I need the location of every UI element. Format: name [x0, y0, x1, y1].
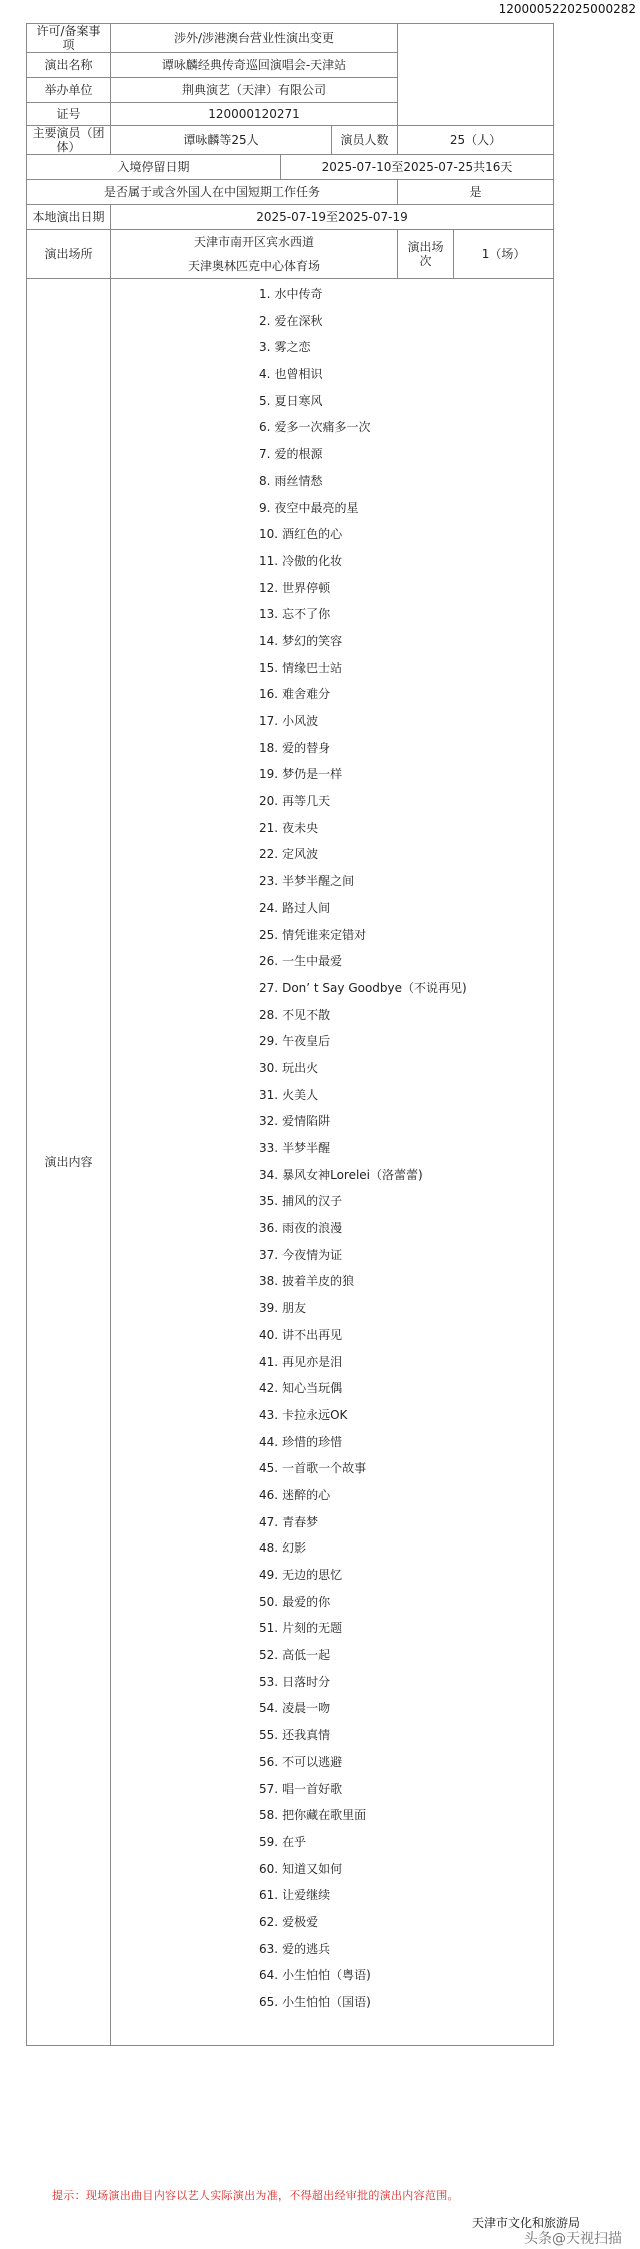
song-item	[259, 1856, 553, 1883]
song-title: 忘不了你	[282, 607, 331, 622]
song-title: 水中传奇	[274, 287, 323, 301]
song-title: 定风波	[282, 847, 319, 862]
song-title: 世界停顿	[282, 580, 331, 595]
song-number: 36.	[259, 1221, 279, 1236]
song-number: 52.	[259, 1648, 279, 1663]
song-title: 冷傲的化妆	[282, 553, 343, 568]
song-number: 12.	[259, 580, 279, 595]
song-number: 56.	[259, 1754, 279, 1769]
song-item	[259, 521, 553, 548]
song-number: 11.	[259, 553, 279, 568]
song-number: 42.	[259, 1381, 279, 1396]
song-item	[259, 281, 553, 308]
song-item	[259, 1108, 553, 1135]
license-value: 涉外/涉港澳台营业性演出变更	[111, 24, 398, 53]
song-item	[259, 1429, 553, 1456]
song-title: 迷醉的心	[282, 1487, 331, 1502]
song-title: 夏日寒风	[274, 393, 323, 408]
song-number: 50.	[259, 1594, 279, 1609]
song-item	[259, 601, 553, 628]
song-number: 20.	[259, 794, 279, 809]
song-title: 小生怕怕（粤语)	[282, 1968, 371, 1983]
song-number: 29.	[259, 1034, 279, 1049]
song-number: 33.	[259, 1141, 279, 1155]
song-title: 午夜皇后	[282, 1034, 331, 1049]
song-number: 10.	[259, 527, 279, 542]
song-number: 59.	[259, 1834, 279, 1849]
song-item	[259, 1349, 553, 1376]
song-title: 捕风的汉子	[282, 1194, 343, 1209]
song-item	[259, 975, 553, 1002]
song-title: 片刻的无题	[282, 1621, 343, 1636]
song-number: 60.	[259, 1861, 279, 1876]
song-title: 梦仍是一样	[282, 767, 343, 782]
watermark: 头条@天视扫描	[524, 2231, 622, 2247]
song-item	[259, 1722, 553, 1749]
song-item	[259, 1215, 553, 1242]
song-number: 55.	[259, 1728, 279, 1743]
song-title: 雨夜的浪漫	[282, 1221, 343, 1236]
song-item	[259, 1962, 553, 1989]
song-number: 21.	[259, 820, 279, 835]
song-title: 让爱继续	[282, 1888, 331, 1903]
song-item	[259, 1402, 553, 1429]
song-item	[259, 575, 553, 602]
approval-table	[26, 23, 554, 2046]
sessions-value: 1（场）	[454, 230, 554, 279]
song-title: 无边的思忆	[282, 1568, 343, 1582]
song-item	[259, 495, 553, 522]
song-item	[259, 948, 553, 975]
song-item	[259, 1615, 553, 1642]
song-number: 35.	[259, 1194, 279, 1209]
song-item	[259, 1989, 553, 2016]
song-title: 爱情陷阱	[282, 1114, 331, 1129]
song-item	[259, 895, 553, 922]
song-title: 爱在深秋	[274, 313, 323, 328]
song-title: 知道又如何	[282, 1861, 343, 1876]
song-number: 39.	[259, 1301, 279, 1316]
song-item	[259, 361, 553, 388]
song-number: 37.	[259, 1247, 279, 1262]
song-item	[259, 1695, 553, 1722]
song-number: 5.	[259, 393, 271, 408]
song-item	[259, 1749, 553, 1776]
song-title: 半梦半醒之间	[282, 874, 355, 889]
song-item	[259, 1322, 553, 1349]
song-number: 38.	[259, 1274, 279, 1289]
song-item	[259, 655, 553, 682]
song-item	[259, 815, 553, 842]
song-item	[259, 1802, 553, 1829]
show-name-label: 演出名称	[27, 53, 111, 78]
song-number: 31.	[259, 1087, 279, 1102]
song-title: 还我真情	[282, 1728, 331, 1743]
song-item	[259, 441, 553, 468]
organizer-label: 举办单位	[27, 78, 111, 103]
song-item	[259, 868, 553, 895]
cert-value: 120000120271	[111, 103, 398, 126]
short-term-label: 是否属于或含外国人在中国短期工作任务	[27, 180, 398, 205]
song-item	[259, 1082, 553, 1109]
song-title: 不可以逃避	[282, 1754, 343, 1769]
song-number: 54.	[259, 1701, 279, 1716]
song-item	[259, 1295, 553, 1322]
song-number: 25.	[259, 927, 279, 942]
song-title: 也曾相识	[274, 367, 323, 382]
song-number: 28.	[259, 1007, 279, 1022]
song-title: 青春梦	[282, 1514, 319, 1529]
song-title: 披着羊皮的狼	[282, 1274, 355, 1289]
song-item	[259, 1162, 553, 1189]
song-item	[259, 1375, 553, 1402]
song-item	[259, 1562, 553, 1589]
song-item	[259, 1242, 553, 1269]
song-number: 43.	[259, 1407, 279, 1422]
blank-cell	[398, 24, 554, 126]
song-item	[259, 1776, 553, 1803]
song-item	[259, 414, 553, 441]
song-number: 44.	[259, 1434, 279, 1449]
sessions-label: 演出场次	[398, 230, 454, 279]
song-item	[259, 1268, 553, 1295]
song-item	[259, 1188, 553, 1215]
song-item	[259, 708, 553, 735]
song-number: 61.	[259, 1888, 279, 1903]
song-number: 65.	[259, 1995, 279, 2009]
song-number: 26.	[259, 954, 279, 969]
song-title: 最爱的你	[282, 1594, 331, 1609]
hint-text: 提示：现场演出曲目内容以艺人实际演出为准，不得超出经审批的演出内容范围。	[52, 2189, 459, 2202]
song-title: 日落时分	[282, 1674, 331, 1689]
song-title: 唱一首好歌	[282, 1781, 343, 1796]
song-title: 今夜情为证	[282, 1247, 343, 1262]
song-number: 46.	[259, 1487, 279, 1502]
song-title: 情缘巴士站	[282, 660, 343, 675]
song-number: 63.	[259, 1941, 279, 1956]
song-number: 45.	[259, 1461, 279, 1476]
stay-label: 入境停留日期	[27, 155, 281, 180]
song-item	[259, 1669, 553, 1696]
date-value: 2025-07-19至2025-07-19	[111, 205, 554, 230]
song-number: 24.	[259, 900, 279, 915]
song-list-cell	[111, 279, 554, 2046]
song-item	[259, 841, 553, 868]
song-item	[259, 1936, 553, 1963]
song-title: Don’ t Say Goodbye（不说再见)	[282, 980, 467, 995]
song-title: 幻影	[282, 1541, 307, 1556]
main-cast-label: 主要演员（团体）	[27, 126, 111, 155]
main-cast-value: 谭咏麟等25人	[111, 126, 332, 155]
cast-count-label: 演员人数	[332, 126, 398, 155]
song-number: 58.	[259, 1808, 279, 1823]
song-item	[259, 1455, 553, 1482]
song-number: 19.	[259, 767, 279, 782]
song-title: 朋友	[282, 1301, 307, 1316]
song-title: 一生中最爱	[282, 954, 343, 969]
song-number: 2.	[259, 313, 271, 328]
song-title: 一首歌一个故事	[282, 1461, 367, 1476]
song-title: 把你藏在歌里面	[282, 1808, 367, 1823]
song-number: 49.	[259, 1568, 279, 1582]
venue-label: 演出场所	[27, 230, 111, 279]
song-item	[259, 1882, 553, 1909]
short-term-value: 是	[398, 180, 554, 205]
song-title: 珍惜的珍惜	[282, 1434, 343, 1449]
song-title: 爱的逃兵	[282, 1941, 331, 1956]
song-number: 23.	[259, 874, 279, 889]
song-number: 8.	[259, 473, 271, 488]
license-label: 许可/备案事项	[27, 24, 111, 53]
cert-label: 证号	[27, 103, 111, 126]
song-number: 15.	[259, 660, 279, 675]
song-number: 53.	[259, 1674, 279, 1689]
song-title: 爱极爱	[282, 1914, 319, 1929]
song-title: 火美人	[282, 1087, 319, 1102]
document-number: 120000522025000282	[498, 2, 636, 16]
song-item	[259, 1909, 553, 1936]
song-title: 爱多一次痛多一次	[274, 420, 371, 435]
song-number: 48.	[259, 1541, 279, 1556]
song-item	[259, 922, 553, 949]
song-item	[259, 1829, 553, 1856]
song-item	[259, 388, 553, 415]
stay-value: 2025-07-10至2025-07-25共16天	[281, 155, 554, 180]
song-item	[259, 468, 553, 495]
song-title: 在乎	[282, 1834, 307, 1849]
venue-value	[111, 230, 398, 279]
song-number: 1.	[259, 287, 271, 301]
song-number: 30.	[259, 1060, 279, 1075]
song-title: 雨丝情愁	[274, 473, 323, 488]
show-name-value: 谭咏麟经典传奇巡回演唱会-天津站	[111, 53, 398, 78]
song-item	[259, 1002, 553, 1029]
song-item	[259, 1509, 553, 1536]
song-number: 6.	[259, 420, 271, 435]
song-title: 小生怕怕（国语)	[282, 1995, 371, 2009]
song-number: 32.	[259, 1114, 279, 1129]
song-title: 夜空中最亮的星	[274, 500, 359, 515]
song-title: 再等几天	[282, 794, 331, 809]
song-number: 40.	[259, 1327, 279, 1342]
song-title: 暴风女神Lorelei（洛蕾蕾)	[282, 1167, 423, 1182]
song-number: 18.	[259, 740, 279, 755]
song-item	[259, 334, 553, 361]
content-label: 演出内容	[27, 279, 111, 2046]
song-item	[259, 628, 553, 655]
cast-count-value: 25（人）	[398, 126, 554, 155]
song-title: 不见不散	[282, 1007, 331, 1022]
song-number: 3.	[259, 340, 271, 355]
song-title: 情凭谁来定错对	[282, 927, 367, 942]
song-list	[111, 279, 553, 2020]
song-number: 57.	[259, 1781, 279, 1796]
song-title: 凌晨一吻	[282, 1701, 331, 1716]
song-title: 酒红色的心	[282, 527, 343, 542]
venue-name: 天津奥林匹克中心体育场	[188, 259, 321, 273]
song-item	[259, 1028, 553, 1055]
song-title: 爱的根源	[274, 447, 323, 462]
song-title: 高低一起	[282, 1648, 331, 1663]
song-number: 9.	[259, 500, 271, 515]
date-label: 本地演出日期	[27, 205, 111, 230]
song-number: 27.	[259, 980, 279, 995]
song-title: 爱的替身	[282, 740, 331, 755]
song-item	[259, 761, 553, 788]
song-item	[259, 735, 553, 762]
venue-address: 天津市南开区宾水西道	[194, 235, 315, 249]
song-title: 半梦半醒	[282, 1141, 331, 1155]
song-item	[259, 1589, 553, 1616]
song-number: 62.	[259, 1914, 279, 1929]
song-item	[259, 1135, 553, 1162]
song-number: 47.	[259, 1514, 279, 1529]
song-title: 小风波	[282, 714, 319, 728]
song-number: 14.	[259, 633, 279, 648]
song-item	[259, 308, 553, 335]
song-title: 路过人间	[282, 900, 331, 915]
song-number: 13.	[259, 607, 279, 622]
song-number: 22.	[259, 847, 279, 862]
song-title: 再见亦是泪	[282, 1354, 343, 1369]
song-title: 玩出火	[282, 1060, 319, 1075]
song-title: 难舍难分	[282, 687, 331, 702]
song-item	[259, 1482, 553, 1509]
song-item	[259, 1535, 553, 1562]
song-number: 16.	[259, 687, 279, 702]
song-title: 卡拉永远OK	[282, 1407, 348, 1422]
song-number: 7.	[259, 447, 271, 462]
song-number: 51.	[259, 1621, 279, 1636]
song-title: 知心当玩偶	[282, 1381, 343, 1396]
song-number: 34.	[259, 1167, 279, 1182]
organizer-value: 荆典演艺（天津）有限公司	[111, 78, 398, 103]
song-title: 讲不出再见	[282, 1327, 343, 1342]
song-item	[259, 548, 553, 575]
song-item	[259, 788, 553, 815]
song-number: 64.	[259, 1968, 279, 1983]
song-item	[259, 1642, 553, 1669]
song-number: 41.	[259, 1354, 279, 1369]
song-item	[259, 681, 553, 708]
song-number: 17.	[259, 714, 279, 728]
song-title: 雾之恋	[274, 340, 311, 355]
issuer: 天津市文化和旅游局	[471, 2216, 580, 2230]
song-title: 梦幻的笑容	[282, 633, 343, 648]
song-title: 夜未央	[282, 820, 319, 835]
song-item	[259, 1055, 553, 1082]
song-number: 4.	[259, 367, 271, 382]
